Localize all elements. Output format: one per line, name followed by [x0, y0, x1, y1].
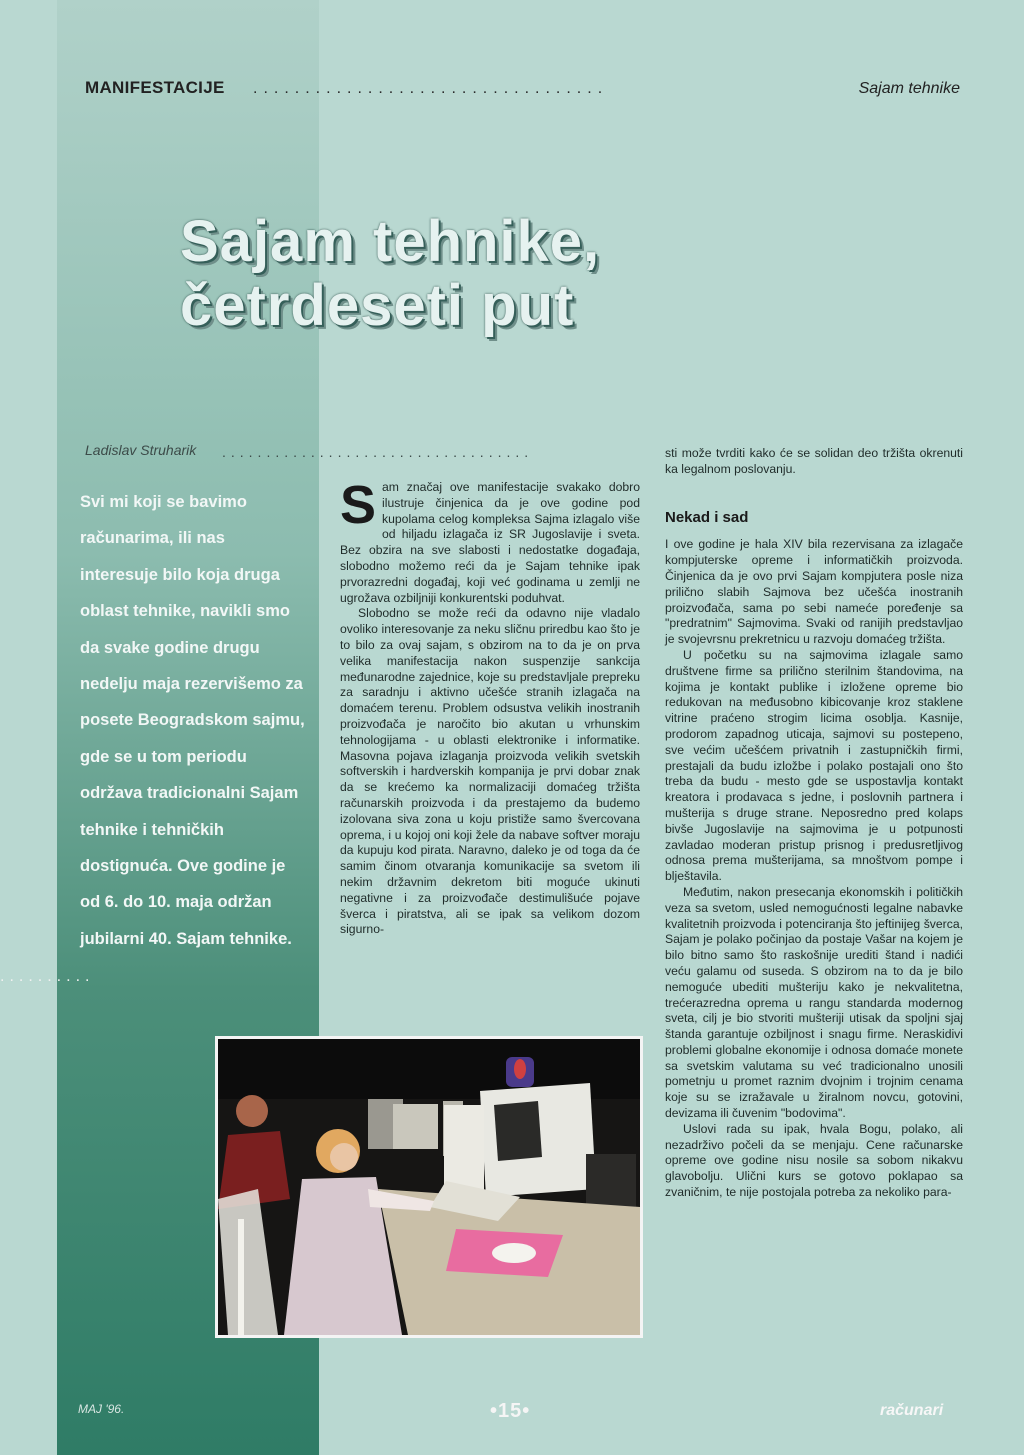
- column1-paragraph-2: Slobodno se može reći da odavno nije vladalo ovoliko interesovanje za neku sličnu priredbu kao što je to bilo za ovaj sajam, s obzirom na to da je on prva velika manifestacija nakon suspenzije sankcija međunarodne zajednice, koje su predstavljale prepreku za saradnju i aktivno učešće stranih izlagača na domaćem terenu. Problem odsustva velikih inostranih proizvođača je naročito bio akutan u vrhunskim tehnologijama - u oblasti elektronike i informatike. Masovna pojava izlaganja proizvoda velikih svetskih softverskih i hardverskih kompanija je prvi dobar znak da se krećemo ka normalizaciji domaćeg tržišta računarskih proizvoda i da prestajemo da budemo izolovana siva zona u koju pristiže samo švercovana oprema, i u kojoj oni koji žele da nabave softver moraju da kupuju kod pirata. Naravno, daleko je od toga da će samim činom otvaranja komunikacije sa svetom ili nekim državnim dekretom biti moguće ukinuti negativne i za proizvođače destimulišuće pojave šverca i piratstva, ali se ipak sa velikom dozom sigurno-: [340, 606, 640, 937]
- author-dot-leader: ...................................: [222, 444, 534, 460]
- subheading: Nekad i sad: [665, 508, 749, 526]
- column1-paragraph-1: [340, 475, 640, 606]
- magazine-brand: računari: [880, 1402, 944, 1419]
- header-dot-leader: ..................................: [253, 80, 609, 97]
- column2-paragraph-2: U početku su na sajmovima izlagale samo društvene firme sa prilično sterilnim štandovima, na kojima je kontakt publike i izložene opreme bio redukovan na međusobno kibicovanje kroz staklene vitrine praćeno strogim licima osoblja. Kasnije, prodorom zapadnog uticaja, sajmovi su postepeno, sve većim učešćem privatnih i zastupničkih firmi, prestajali da budu izložbe i polako postajali ono što treba da budu - mesto gde se uspostavlja kontakt kreatora i prodavaca s jedne, i poslovnih partnera i mušterija s druge strane. Neposredno pred kolaps bivše Jugoslavije na sajmovima je u potpunosti zavladao moderan pristup prisnog i predusretljivog odnosa prema mušterijama, sa mnoštvom pompe i blještavila.: [665, 647, 963, 884]
- author-byline: Ladislav Struharik: [85, 442, 197, 458]
- article-column-2: [665, 446, 963, 1201]
- column2-paragraph-3: Međutim, nakon presecanja ekonomskih i političkih veza sa svetom, usled nemogućnosti legalne nabavke kvalitetnih proizvoda i potenciranja što jeftinijeg šverca, Sajam je polako počinjao da postaje Vašar na kojem je bilo bitno samo što raskošnije urediti štand i nadići veću galamu od suseda. S obzirom na to da je bilo nemoguće ubediti mušteriju kako je nekvalitetna, trećerazredna oprema u rangu standarda modernog sveta, cilj je bio stvoriti mušteriji utisak da spoljni sjaj štanda garantuje ozbiljnost i snagu firme. Neraskidivi problemi globalne ekonomije i odnosa domaće monete sa svetskim valutama su već tradicionalno unosili pometnju u promet raznim dvojnim i trojnim cenama koje su se izražavale u žiralnom novcu, gotovini, devizama ili čuvenim "bodovima".: [665, 884, 963, 1121]
- article-column-1: [340, 475, 640, 938]
- photo-computer-exhibit: [215, 1036, 643, 1338]
- photo-illustration: [218, 1039, 640, 1335]
- page-number: •15•: [490, 1400, 531, 1422]
- column1-text-1: am značaj ove manifestacije svakako dobro ilustruje činjenica da je ove godine pod kupolama celog kompleksa Sajma izlagalo više od hiljadu izlagača iz SR Jugoslavije i sveta. Bez obzira na sve slabosti i nedostatke događaja, slobodno možemo reći da je Sajam tehnike ipak prvorazredni događaj, koji već godinama u zemlji ne ugrožava ozbiljniji konkurentski poduhvat.: [340, 480, 640, 605]
- column2-paragraph-4: Uslovi rada su ipak, hvala Bogu, polako, ali nezadrživo počeli da se menjaju. Cene računarske opreme ove godine nisu nosile sa sobom nikakvu glavobolju. Ulični kurs se gotovo poklapao sa zvaničnim, te nije postojala potreba za nekoliko para-: [665, 1121, 963, 1200]
- issue-date: MAJ '96.: [78, 1402, 125, 1416]
- title-line-1: Sajam tehnike,: [180, 209, 601, 274]
- running-header: [85, 78, 965, 106]
- topic-label: Sajam tehnike: [858, 80, 960, 97]
- section-label: MANIFESTACIJE: [85, 78, 225, 97]
- article-title: [180, 210, 880, 338]
- drop-cap: S: [340, 475, 377, 535]
- title-line-2: četrdeseti put: [180, 273, 575, 338]
- left-dot-leader: ..........: [0, 968, 95, 985]
- column2-paragraph-1: I ove godine je hala XIV bila rezervisana za izlagače kompjuterske opreme i informatičkih proizvoda. Činjenica da je ovo prvi Sajam kompjutera posle niza prilično slabih Sajmova bez učešća inostranih proizvođača, sama po sebi nameće poređenje sa "predratnim" Sajmovima. Svaki od ranijih predstavljao je svojevrsnu prekretnicu u razvoju domaćeg tržišta.: [665, 537, 963, 647]
- intro-lead: Svi mi koji se bavimo računarima, ili nas interesuje bilo koja druga oblast tehnike, navikli smo da svake godine drugu nedelju maja rezervišemo za posete Beogradskom sajmu, gde se u tom periodu održava tradicionalni Sajam tehnike i tehničkih dostignuća. Ove godine je od 6. do 10. maja održan jubilarni 40. Sajam tehnike.: [80, 493, 305, 948]
- column2-paragraph-0: sti može tvrditi kako će se solidan deo tržišta okrenuti ka legalnom poslovanju.: [665, 446, 963, 476]
